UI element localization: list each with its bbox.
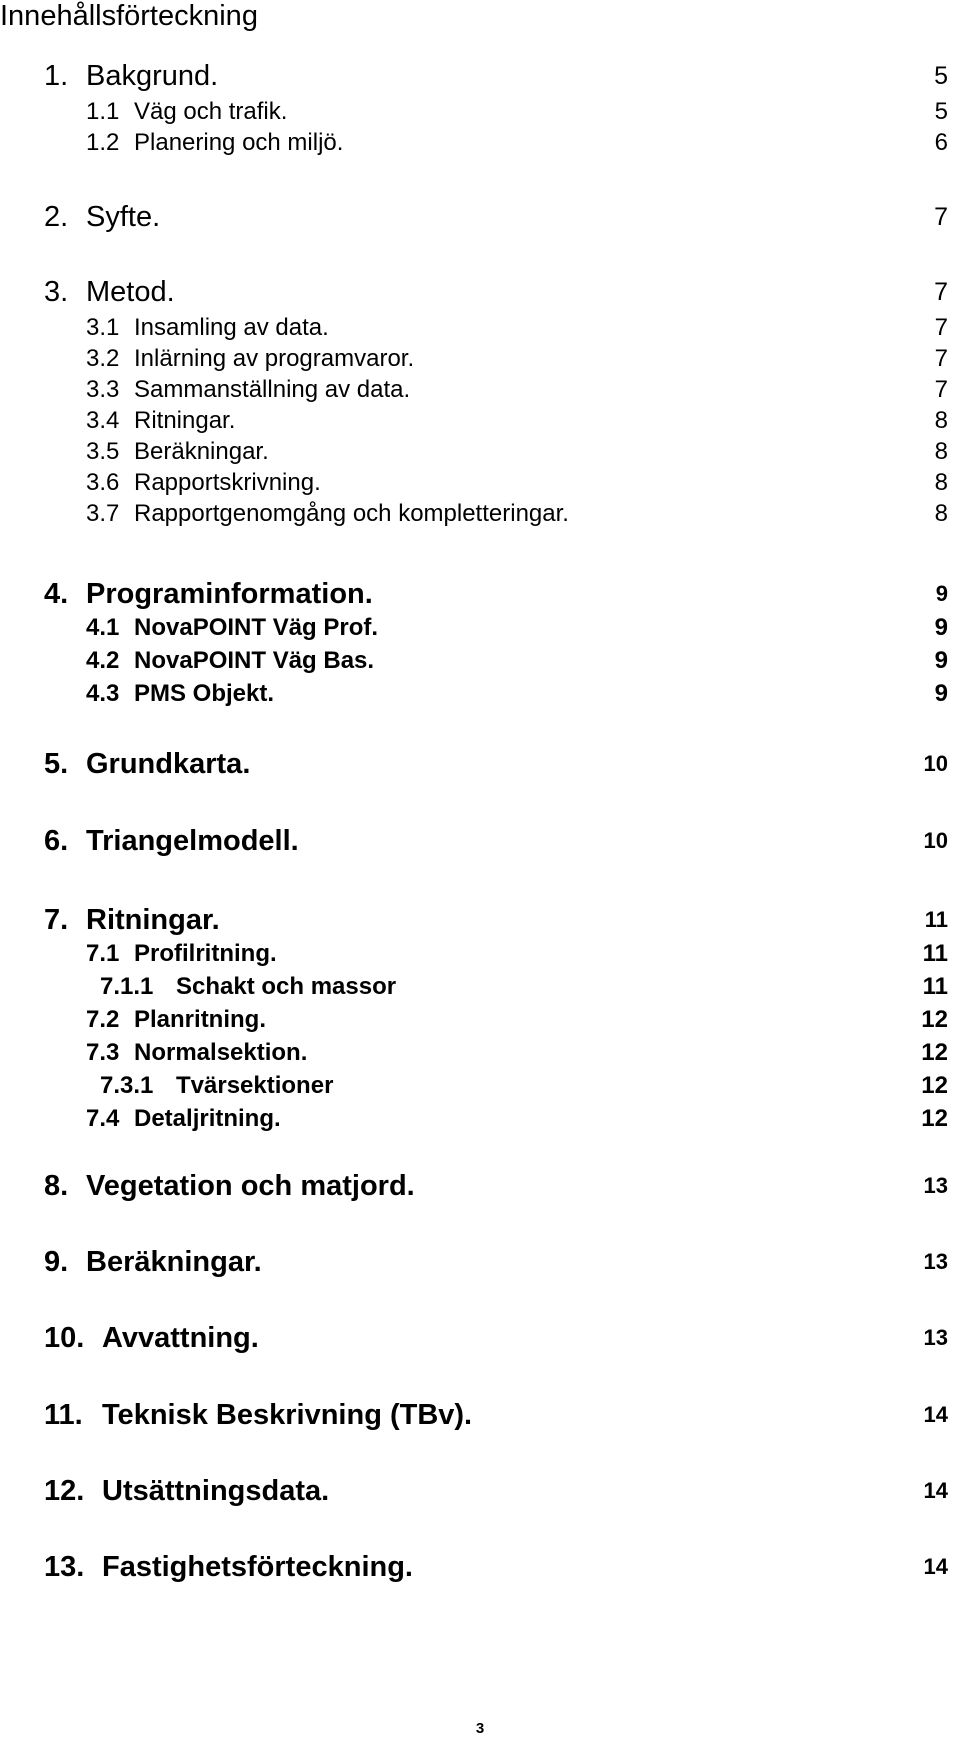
toc-entry-number: 3.1: [86, 314, 120, 341]
toc-entry-page: 6: [934, 129, 948, 156]
toc-entry-page: 14: [923, 1554, 948, 1579]
toc-entry-text: PMS Objekt.: [134, 680, 275, 707]
toc-entry-text: NovaPOINT Väg Bas.: [134, 647, 375, 674]
toc-entry: [0, 645, 960, 677]
toc-entry-page: 12: [921, 1006, 948, 1033]
toc-entry: [0, 612, 960, 644]
toc-entry: [0, 971, 960, 1003]
toc-entry-number: 1.2: [86, 129, 120, 156]
toc-entry: [0, 96, 960, 128]
toc-entry-text: Profilritning.: [134, 940, 277, 967]
toc-entry-number: 3.2: [86, 345, 120, 372]
toc-entry-number: 3.: [44, 276, 69, 308]
toc-entry-text: Insamling av data.: [134, 314, 329, 341]
toc-entry-page: 8: [934, 500, 948, 527]
toc-entry-page: 9: [934, 614, 948, 641]
toc-entry: [0, 343, 960, 375]
toc-entry-page: 13: [923, 1173, 948, 1198]
toc-entry: [0, 1170, 960, 1202]
toc-entry-text: Bakgrund.: [86, 60, 219, 92]
toc-entry: [0, 374, 960, 406]
toc-entry-number: 7.1: [86, 940, 120, 967]
toc-entry-text: Utsättningsdata.: [102, 1475, 330, 1507]
toc-entry-number: 3.6: [86, 469, 120, 496]
toc-entry-page: 7: [934, 376, 948, 403]
toc-entry-text: Rapportgenomgång och kompletteringar.: [134, 500, 569, 527]
toc-entry-page: 8: [934, 438, 948, 465]
toc-entry-text: NovaPOINT Väg Prof.: [134, 614, 379, 641]
toc-entry: [0, 1551, 960, 1583]
toc-entry-number: 1.: [44, 60, 69, 92]
toc-entry-text: Grundkarta.: [86, 748, 251, 780]
toc-entry-number: 10.: [44, 1322, 85, 1354]
toc-entry: [0, 60, 960, 92]
toc-entry-page: 7: [934, 314, 948, 341]
toc-entry: [0, 498, 960, 530]
toc-entry: [0, 405, 960, 437]
toc-entry-text: Programinformation.: [86, 578, 373, 610]
toc-entry: [0, 578, 960, 610]
toc-entry-text: Beräkningar.: [86, 1246, 262, 1278]
toc-entry: [0, 1103, 960, 1135]
toc-entry-text: Normalsektion.: [134, 1039, 308, 1066]
toc-entry: [0, 1070, 960, 1102]
toc-entry-text: Rapportskrivning.: [134, 469, 321, 496]
toc-entry-page: 14: [923, 1402, 948, 1427]
toc-entry-page: 7: [934, 278, 948, 306]
toc-entry-text: Beräkningar.: [134, 438, 269, 465]
toc-entry: [0, 1004, 960, 1036]
toc-entry-page: 7: [934, 203, 948, 231]
toc-entry-number: 4.2: [86, 647, 120, 674]
toc-entry: [0, 678, 960, 710]
toc-entry-text: Tvärsektioner: [176, 1072, 334, 1099]
toc-entry: [0, 748, 960, 780]
toc-entry-page: 9: [934, 680, 948, 707]
toc-entry-number: 13.: [44, 1551, 85, 1583]
toc-entry-number: 7.4: [86, 1105, 120, 1132]
toc-entry-number: 3.5: [86, 438, 120, 465]
toc-entry-page: 14: [923, 1478, 948, 1503]
toc-entry: [0, 825, 960, 857]
toc-entry: [0, 1246, 960, 1278]
toc-entry-number: 7.1.1: [100, 973, 154, 1000]
toc-entry-text: Väg och trafik.: [134, 98, 288, 125]
toc-entry-number: 5.: [44, 748, 69, 780]
toc-entry: [0, 1037, 960, 1069]
toc-entry-text: Avvattning.: [102, 1322, 259, 1354]
toc-entry: [0, 1475, 960, 1507]
toc-entry-page: 11: [924, 907, 948, 932]
toc-entry-text: Metod.: [86, 276, 175, 308]
toc-entry: [0, 1399, 960, 1431]
toc-entry-text: Vegetation och matjord.: [86, 1170, 415, 1202]
toc-entry-number: 3.3: [86, 376, 120, 403]
toc-entry: [0, 276, 960, 308]
toc-entry: [0, 1322, 960, 1354]
toc-entry-text: Fastighetsförteckning.: [102, 1551, 413, 1583]
toc-entry-number: 9.: [44, 1246, 69, 1278]
toc-entry-page: 11: [922, 940, 948, 967]
toc-entry-page: 5: [934, 98, 948, 125]
toc-entry-number: 1.1: [86, 98, 120, 125]
toc-entry-page: 12: [921, 1105, 948, 1132]
toc-entry-text: Ritningar.: [86, 904, 220, 936]
toc-entry-number: 4.: [44, 578, 69, 610]
toc-entry-text: Schakt och massor: [176, 973, 397, 1000]
toc-entry-page: 9: [935, 581, 948, 606]
toc-entry-number: 7.3.1: [100, 1072, 154, 1099]
toc-entry-text: Planritning.: [134, 1006, 266, 1033]
toc-entry-number: 7.3: [86, 1039, 120, 1066]
toc-entry-text: Triangelmodell.: [86, 825, 299, 857]
toc-entry-page: 8: [934, 469, 948, 496]
toc-entry-number: 11.: [44, 1399, 83, 1431]
toc-entry-text: Ritningar.: [134, 407, 236, 434]
toc-entry-page: 12: [921, 1072, 948, 1099]
toc-entry: [0, 201, 960, 233]
toc-entry-page: 12: [921, 1039, 948, 1066]
toc-entry-text: Inlärning av programvaror.: [134, 345, 415, 372]
toc-entry-text: Teknisk Beskrivning (TBv).: [102, 1399, 473, 1431]
toc-entry-page: 7: [934, 345, 948, 372]
toc-entry-number: 3.4: [86, 407, 120, 434]
page-number: 3: [475, 1720, 485, 1737]
toc-entry-page: 9: [934, 647, 948, 674]
toc-entry-number: 7.2: [86, 1006, 120, 1033]
toc-entry-number: 7.: [44, 904, 69, 936]
toc-entry-number: 3.7: [86, 500, 120, 527]
toc-entry-number: 4.1: [86, 614, 120, 641]
toc-title: Innehållsförteckning: [0, 0, 258, 32]
toc-entry-number: 6.: [44, 825, 69, 857]
toc-entry-page: 10: [923, 751, 948, 776]
toc-entry: [0, 127, 960, 159]
toc-entry-number: 4.3: [86, 680, 120, 707]
toc-entry-page: 13: [923, 1325, 948, 1350]
toc-entry-text: Syfte.: [86, 201, 161, 233]
toc-entry-page: 11: [922, 973, 948, 1000]
toc-entry-text: Sammanställning av data.: [134, 376, 411, 403]
toc-entry-text: Planering och miljö.: [134, 129, 344, 156]
toc-entry-number: 2.: [44, 201, 69, 233]
toc-entry-page: 8: [934, 407, 948, 434]
toc-entry: [0, 467, 960, 499]
toc-entry-page: 5: [934, 62, 948, 90]
toc-entry: [0, 312, 960, 344]
toc-entry: [0, 904, 960, 936]
toc-entry-number: 8.: [44, 1170, 69, 1202]
toc-entry-text: Detaljritning.: [134, 1105, 281, 1132]
toc-entry-page: 10: [923, 828, 948, 853]
toc-entry: [0, 436, 960, 468]
toc-entry-number: 12.: [44, 1475, 85, 1507]
toc-entry-page: 13: [923, 1249, 948, 1274]
toc-entry: [0, 938, 960, 970]
